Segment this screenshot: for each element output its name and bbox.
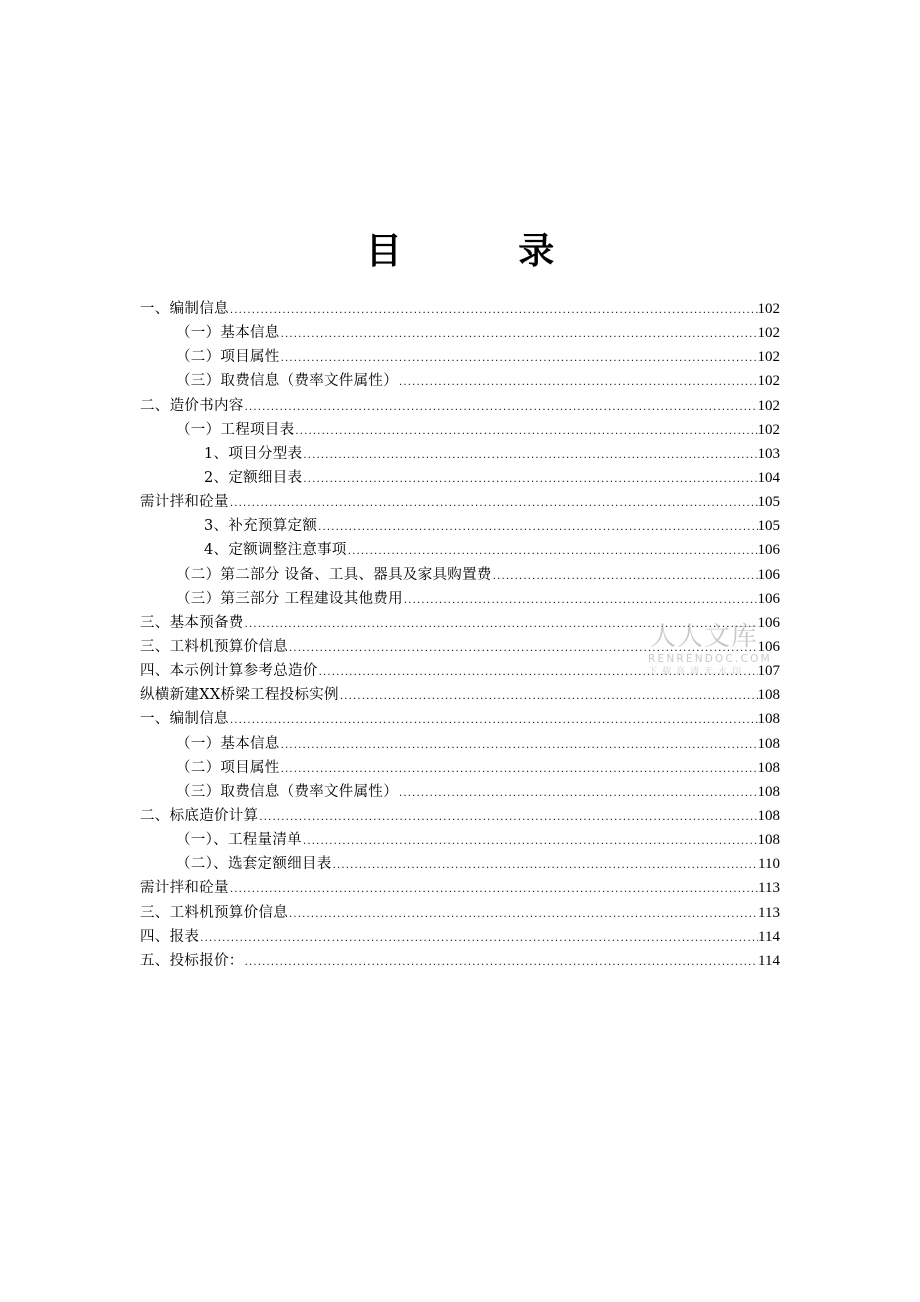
- toc-entry[interactable]: [140, 756, 780, 780]
- toc-dot-leader: [317, 516, 757, 540]
- toc-entry-title: 纵横新建XX桥梁工程投标实例: [140, 687, 339, 704]
- toc-entry[interactable]: [140, 611, 780, 635]
- toc-dot-leader: [398, 371, 758, 395]
- toc-dot-leader: [492, 565, 758, 589]
- toc-entry[interactable]: [140, 852, 780, 876]
- toc-entry[interactable]: [140, 732, 780, 756]
- toc-page-number: 106: [757, 542, 780, 559]
- toc-entry-title: 4、定额调整注意事项: [204, 542, 347, 559]
- toc-entry-title: （三）第三部分 工程建设其他费用: [176, 590, 403, 607]
- toc-page-number: 114: [758, 928, 780, 945]
- toc-entry-title: 一、编制信息: [140, 711, 229, 728]
- toc-page-number: 108: [757, 759, 780, 776]
- table-of-contents: [140, 297, 780, 973]
- toc-page-number: 102: [757, 301, 780, 317]
- toc-entry[interactable]: [140, 780, 780, 804]
- toc-dot-leader: [229, 878, 758, 902]
- toc-dot-leader: [332, 854, 758, 878]
- toc-entry[interactable]: [140, 538, 780, 562]
- toc-dot-leader: [280, 347, 758, 371]
- toc-dot-leader: [302, 830, 758, 854]
- toc-entry-title: 二、造价书内容: [140, 397, 244, 414]
- toc-entry[interactable]: [140, 949, 780, 973]
- toc-page-number: 108: [757, 687, 780, 704]
- toc-page-number: 108: [757, 832, 780, 849]
- toc-dot-leader: [339, 685, 758, 709]
- toc-entry[interactable]: [140, 925, 780, 949]
- toc-dot-leader: [244, 951, 758, 975]
- toc-entry-title: 需计拌和砼量: [140, 494, 229, 511]
- toc-page-number: 106: [757, 638, 780, 655]
- toc-entry-title: 一、编制信息: [140, 301, 229, 317]
- toc-page-number: 108: [757, 711, 780, 728]
- toc-page-number: 105: [757, 518, 780, 535]
- toc-dot-leader: [288, 637, 758, 661]
- toc-entry-title: 1、项目分型表: [204, 445, 303, 462]
- toc-entry[interactable]: [140, 587, 780, 611]
- toc-page-number: 110: [758, 856, 780, 873]
- toc-entry-title: 2、定额细目表: [204, 469, 303, 486]
- toc-entry-title: 五、投标报价：: [140, 952, 244, 969]
- toc-dot-leader: [302, 444, 757, 468]
- toc-page-number: 106: [757, 590, 780, 607]
- toc-entry-title: （三）取费信息（费率文件属性）: [176, 373, 398, 390]
- toc-entry[interactable]: [140, 321, 780, 345]
- toc-dot-leader: [280, 734, 758, 758]
- toc-entry[interactable]: [140, 804, 780, 828]
- toc-page-number: 106: [757, 614, 780, 631]
- toc-entry-title: 二、标底造价计算: [140, 807, 259, 824]
- toc-entry-title: 需计拌和砼量: [140, 880, 229, 897]
- toc-entry[interactable]: [140, 369, 780, 393]
- toc-entry[interactable]: [140, 297, 780, 321]
- toc-dot-leader: [244, 396, 758, 420]
- toc-entry[interactable]: [140, 394, 780, 418]
- toc-page-number: 108: [757, 735, 780, 752]
- toc-dot-leader: [229, 299, 758, 323]
- toc-entry-title: 四、报表: [140, 928, 200, 945]
- toc-page-number: 108: [757, 807, 780, 824]
- toc-dot-leader: [302, 468, 757, 492]
- page-title: 目 录: [365, 231, 607, 273]
- toc-entry[interactable]: [140, 442, 780, 466]
- toc-entry-title: 三、工料机预算价信息: [140, 638, 288, 655]
- toc-entry-title: （一）、工程量清单: [176, 832, 302, 849]
- toc-page-number: 113: [758, 880, 780, 897]
- toc-entry-title: 四、本示例计算参考总造价: [140, 663, 318, 680]
- toc-entry-title: 三、工料机预算价信息: [140, 904, 288, 921]
- toc-page-number: 102: [757, 421, 780, 438]
- watermark-name: 人人文库: [650, 622, 759, 652]
- toc-dot-leader: [398, 782, 758, 806]
- toc-dot-leader: [280, 758, 758, 782]
- toc-entry-title: 三、基本预备费: [140, 614, 244, 631]
- watermark-domain: RENRENDOC.COM: [648, 653, 772, 665]
- toc-page-number: 102: [757, 373, 780, 390]
- toc-entry[interactable]: [140, 876, 780, 900]
- toc-entry-title: （二）、选套定额细目表: [176, 856, 332, 873]
- toc-page-number: 107: [757, 663, 780, 680]
- toc-page-number: 104: [757, 469, 780, 486]
- watermark-slogan: 下载高清无水印: [648, 667, 747, 677]
- toc-dot-leader: [199, 927, 758, 951]
- toc-entry[interactable]: [140, 659, 780, 683]
- toc-entry-title: （二）第二部分 设备、工具、器具及家具购置费: [176, 566, 492, 583]
- toc-entry-title: （二）项目属性: [176, 349, 280, 366]
- toc-entry[interactable]: [140, 683, 780, 707]
- toc-entry[interactable]: [140, 345, 780, 369]
- toc-dot-leader: [280, 323, 758, 347]
- toc-page-number: 102: [757, 349, 780, 366]
- toc-entry[interactable]: [140, 490, 780, 514]
- toc-dot-leader: [258, 806, 757, 830]
- toc-entry[interactable]: [140, 563, 780, 587]
- toc-entry[interactable]: [140, 828, 780, 852]
- toc-entry[interactable]: [140, 707, 780, 731]
- toc-entry-title: （一）基本信息: [176, 325, 280, 342]
- toc-page-number: 103: [757, 445, 780, 462]
- toc-dot-leader: [244, 613, 758, 637]
- toc-dot-leader: [318, 661, 758, 685]
- toc-dot-leader: [347, 540, 758, 564]
- toc-dot-leader: [229, 709, 758, 733]
- toc-page-number: 114: [758, 952, 780, 969]
- toc-page-number: 102: [757, 325, 780, 342]
- toc-dot-leader: [288, 903, 758, 927]
- toc-entry[interactable]: [140, 635, 780, 659]
- toc-dot-leader: [229, 492, 758, 516]
- toc-entry-title: （二）项目属性: [176, 759, 280, 776]
- toc-entry[interactable]: [140, 514, 780, 538]
- toc-page-number: 106: [757, 566, 780, 583]
- toc-page-number: 108: [757, 783, 780, 800]
- toc-entry-title: （一）工程项目表: [176, 421, 295, 438]
- toc-page-number: 105: [757, 494, 780, 511]
- toc-page-number: 113: [758, 904, 780, 921]
- toc-dot-leader: [294, 420, 757, 444]
- toc-entry-title: （三）取费信息（费率文件属性）: [176, 783, 398, 800]
- toc-entry-title: 3、补充预算定额: [204, 518, 318, 535]
- toc-entry-title: （一）基本信息: [176, 735, 280, 752]
- toc-entry[interactable]: [140, 466, 780, 490]
- toc-entry[interactable]: [140, 418, 780, 442]
- toc-entry[interactable]: [140, 901, 780, 925]
- toc-dot-leader: [403, 589, 758, 613]
- toc-page-number: 102: [757, 397, 780, 414]
